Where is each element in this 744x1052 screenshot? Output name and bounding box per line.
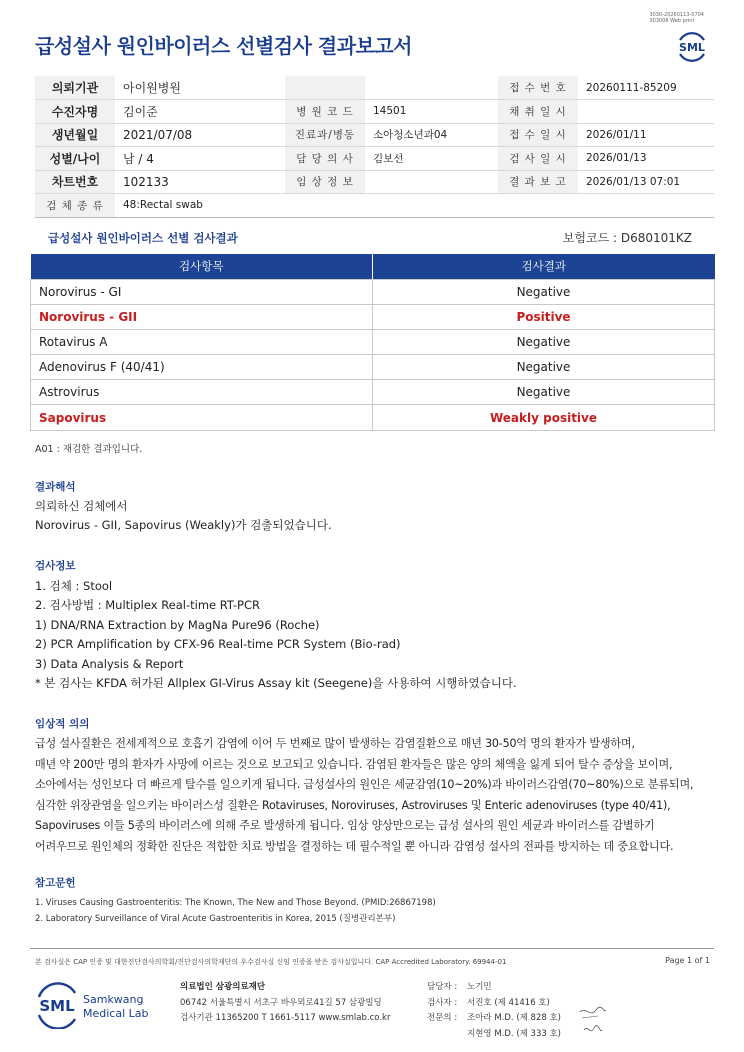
- footer-divider: [30, 948, 714, 949]
- test-item: Norovirus - GI: [31, 279, 373, 304]
- clinical-line: 매년 약 200만 명의 환자가 사망에 이르는 것으로 보고되고 있습니다. 감염된 환자들은 많은 양의 체액을 잃게 되어 탈수 증상을 보이며,: [35, 757, 673, 771]
- info-label: 접 수 일 시: [498, 123, 578, 147]
- info-value: 김보선: [365, 147, 498, 171]
- test-info-line: 2. 검사방법 : Multiplex Real-time RT-PCR: [35, 598, 260, 613]
- result-row: [31, 329, 715, 354]
- info-value: 아이원병원: [115, 76, 285, 100]
- info-value: 14501: [365, 100, 498, 124]
- samkwang-logo-icon: [35, 981, 155, 1029]
- signature-icon: [578, 1004, 608, 1038]
- test-result: Negative: [373, 279, 715, 304]
- info-label: [285, 76, 365, 100]
- retest-note: A01 : 재검한 결과입니다.: [35, 444, 143, 455]
- staff-info: [427, 980, 561, 1042]
- info-value: 김이준: [115, 100, 285, 124]
- clinical-line: 심각한 위장관염을 일으키는 바이러스성 질환은 Rotaviruses, Noroviruses, Astroviruses 및 Enteric adenoviruses (type 40/41),: [35, 798, 671, 812]
- info-row: [35, 170, 714, 194]
- specimen-label: 검 체 종 류: [35, 194, 115, 218]
- logo-line1: Samkwang: [83, 993, 144, 1006]
- info-row: [35, 76, 714, 100]
- info-value: 2026/01/13: [578, 147, 714, 171]
- result-row: [31, 380, 715, 405]
- staff-row: [427, 1011, 561, 1027]
- info-value: 2026/01/11: [578, 123, 714, 147]
- staff-row: [427, 996, 561, 1012]
- info-value: 소아청소년과04: [365, 123, 498, 147]
- specimen-value: 48:Rectal swab: [115, 194, 714, 218]
- info-value: 남 / 4: [115, 147, 285, 171]
- test-info-line: * 본 검사는 KFDA 허가된 Allplex GI-Virus Assay kit (Seegene)을 사용하여 시행하였습니다.: [35, 676, 517, 691]
- reference-item: 1. Viruses Causing Gastroenteritis: The Known, The New and Those Beyond. (PMID:26867198): [35, 898, 436, 908]
- header-item: 검사항목: [31, 254, 373, 279]
- result-row: [31, 355, 715, 380]
- result-row: [31, 279, 715, 304]
- info-row: [35, 147, 714, 171]
- interpretation-text: [35, 497, 332, 536]
- test-item: Rotavirus A: [31, 329, 373, 354]
- organization-info: [180, 980, 390, 1027]
- info-label: 결 과 보 고: [498, 170, 578, 194]
- clinical-text: [35, 734, 725, 857]
- org-name: 의료법인 삼광의료재단: [180, 982, 266, 992]
- result-row: [31, 304, 715, 329]
- references-heading: 참고문헌: [35, 877, 76, 889]
- references-list: [35, 896, 436, 927]
- logo-line2: Medical Lab: [83, 1007, 149, 1020]
- results-header-row: [31, 254, 715, 279]
- staff-row: [427, 980, 561, 996]
- interpretation-line: 의뢰하신 검체에서: [35, 499, 128, 513]
- interpretation-heading: 결과해석: [35, 481, 76, 493]
- staff-name: 조아라 M.D. (제 828 호): [467, 1013, 562, 1023]
- test-item: Norovirus - GII: [31, 304, 373, 329]
- staff-name: 노기민: [467, 982, 492, 992]
- test-result: Negative: [373, 355, 715, 380]
- test-info-line: 3) Data Analysis & Report: [35, 656, 184, 671]
- info-label: 차트번호: [35, 170, 115, 194]
- insurance-code: 보험코드 : D680101KZ: [562, 231, 692, 245]
- org-address: 06742 서울특별시 서초구 바우뫼로41길 57 삼광빌딩: [180, 997, 382, 1008]
- header-result: 검사결과: [373, 254, 715, 279]
- clinical-line: 급성 설사질환은 전세계적으로 호흡기 감염에 이어 두 번째로 많이 발생하는 감염질환으로 매년 30-50억 명의 환자가 발생하며,: [35, 737, 635, 750]
- info-label: 채 취 일 시: [498, 100, 578, 124]
- page-number: Page 1 of 1: [665, 956, 710, 965]
- test-info-line: 1) DNA/RNA Extraction by MagNa Pure96 (Roche): [35, 617, 320, 632]
- info-label: 의뢰기관: [35, 76, 115, 100]
- info-label: 성별/나이: [35, 147, 115, 171]
- staff-role: 검사자 :: [427, 997, 458, 1008]
- staff-role: 담당자 :: [427, 982, 458, 992]
- info-row: [35, 123, 714, 147]
- test-item: Adenovirus F (40/41): [31, 355, 373, 380]
- test-item: Sapovirus: [31, 405, 373, 430]
- info-label: 생년월일: [35, 123, 115, 147]
- test-item: Astrovirus: [31, 380, 373, 405]
- results-table: [30, 254, 715, 431]
- report-title: 급성설사 원인바이러스 선별검사 결과보고서: [35, 34, 412, 58]
- test-result: Negative: [373, 329, 715, 354]
- org-contact: 검사기관 11365200 T 1661-5117 www.smlab.co.kr: [180, 1013, 391, 1023]
- reference-item: 2. Laboratory Surveillance of Viral Acute Gastroenteritis in Korea, 2015 (질병관리본부): [35, 913, 396, 924]
- info-value: 102133: [115, 170, 285, 194]
- info-value: 20260111-85209: [578, 76, 714, 100]
- doc-code-line: 3030-20260113-0704: [649, 12, 704, 18]
- info-label: 병 원 코 드: [285, 100, 365, 124]
- clinical-line: 어려우므로 원인체의 정확한 진단은 적합한 치료 방법을 결정하는 데 필수적일 뿐 아니라 감염성 설사의 전파를 방지하는 데 중요합니다.: [35, 839, 674, 853]
- staff-role: [427, 1027, 467, 1043]
- staff-name: 지현영 M.D. (제 333 호): [467, 1028, 562, 1039]
- info-value: 2026/01/13 07:01: [578, 170, 714, 194]
- info-value: [578, 100, 714, 124]
- sml-logo-icon: [672, 26, 712, 66]
- logo-text: SML: [679, 41, 705, 54]
- info-value: [365, 170, 498, 194]
- info-value: 2021/07/08: [115, 123, 285, 147]
- test-result: Weakly positive: [373, 405, 715, 430]
- doc-code-line: 303006 Web print: [649, 18, 695, 24]
- info-row: [35, 100, 714, 124]
- info-label: 수진자명: [35, 100, 115, 124]
- info-label: 검 사 일 시: [498, 147, 578, 171]
- info-value: [365, 76, 498, 100]
- logo-text: SML: [39, 997, 75, 1015]
- test-result: Positive: [373, 304, 715, 329]
- patient-info-table: [35, 76, 714, 218]
- test-info-heading: 검사정보: [35, 560, 76, 572]
- test-result: Negative: [373, 380, 715, 405]
- test-info-line: 2) PCR Amplification by CFX-96 Real-time PCR System (Bio-rad): [35, 637, 401, 652]
- info-label: 담 당 의 사: [285, 147, 365, 171]
- results-section-title: 급성설사 원인바이러스 선별 검사결과: [48, 231, 238, 245]
- result-row: [31, 405, 715, 430]
- clinical-line: Sapoviruses 이들 5종의 바이러스에 의해 주로 발생하게 됩니다. 임상 양상만으로는 급성 설사의 원인 세균과 바이러스를 감별하기: [35, 819, 655, 832]
- info-label: 접 수 번 호: [498, 76, 578, 100]
- test-info-text: [35, 577, 517, 693]
- staff-name: 서진호 (제 41416 호): [467, 997, 550, 1008]
- info-label: 진료과/병동: [285, 123, 365, 147]
- info-label: 임 상 정 보: [285, 170, 365, 194]
- specimen-row: [35, 194, 714, 218]
- staff-row: [427, 1027, 561, 1043]
- staff-role: 전문의 :: [427, 1013, 458, 1023]
- clinical-line: 소아에서는 성인보다 더 빠르게 탈수를 일으키게 됩니다. 급성설사의 원인은 세균감염(10~20%)과 바이러스감염(70~80%)으로 분류되며,: [35, 778, 694, 791]
- accreditation-note: 본 검사실은 CAP 인증 및 대한진단검사의학회/진단검사의학재단의 우수검사실 신임 인증을 받은 검사실입니다. CAP Accredited Laboratory. 69944-01: [35, 958, 507, 966]
- interpretation-line: Norovirus - GII, Sapovirus (Weakly)가 검출되었습니다.: [35, 518, 332, 533]
- document-code: [649, 12, 704, 24]
- clinical-heading: 임상적 의의: [35, 718, 90, 730]
- test-info-line: 1. 검체 : Stool: [35, 579, 113, 593]
